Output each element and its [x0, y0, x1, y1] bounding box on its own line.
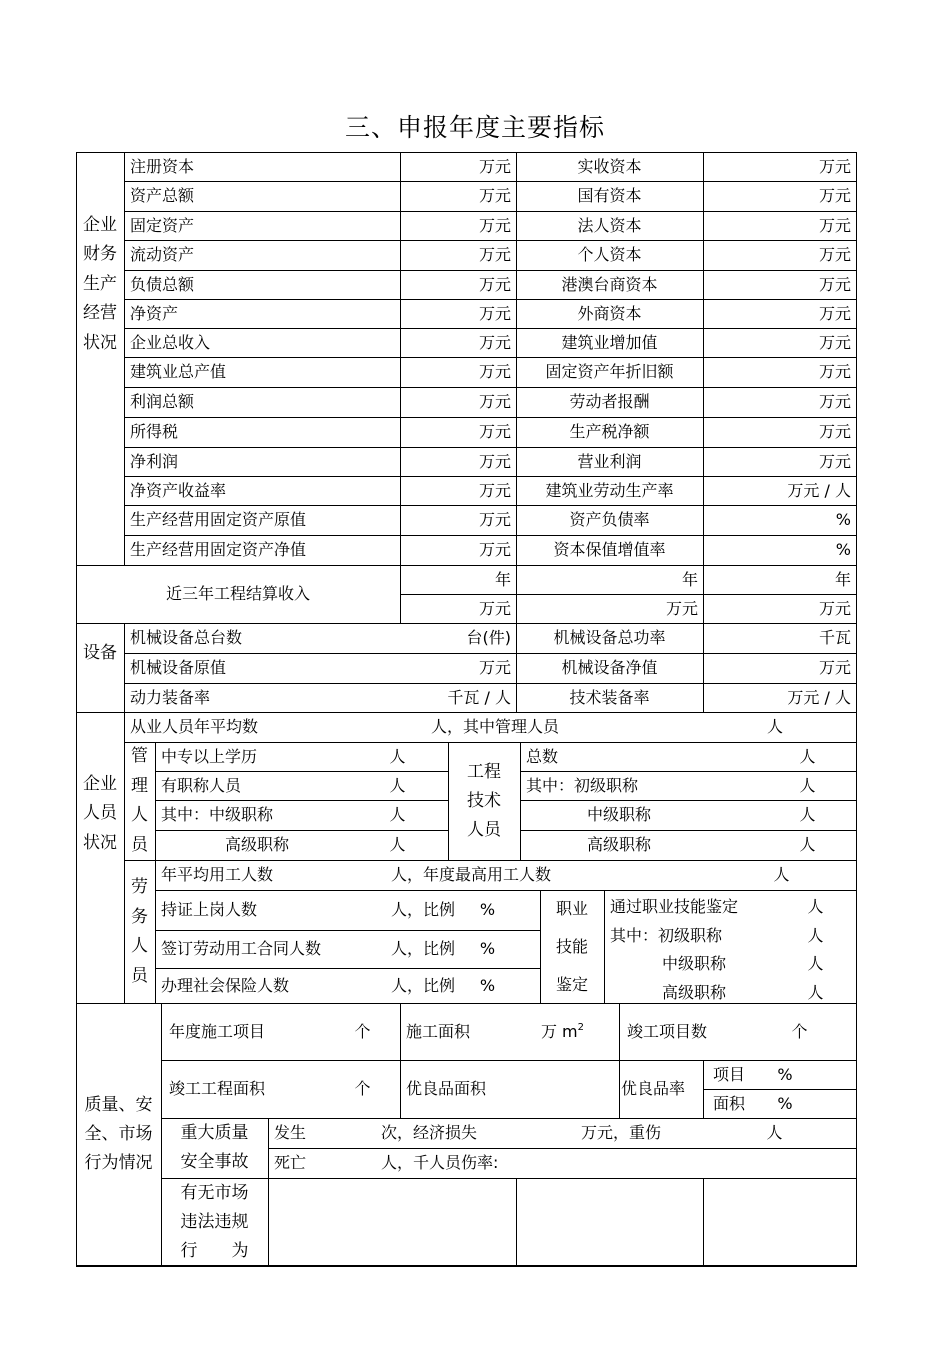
finance-label: 建筑业劳动生产率 — [545, 481, 674, 500]
finance-unit: 万元 — [818, 333, 851, 352]
finance-label: 建筑业总产值 — [130, 362, 227, 381]
labor-row-label: 签订劳动用工合同人数 — [161, 939, 322, 958]
finance-unit: 万元 — [818, 422, 851, 441]
finance-unit: 万元 — [478, 275, 511, 294]
superscript-2: 2 — [577, 1022, 585, 1033]
page-title: 三、申报年度主要指标 — [344, 113, 605, 142]
finance-label: 净资产收益率 — [130, 481, 227, 500]
finance-label: 所得税 — [130, 422, 179, 441]
finance-unit: 万元 — [818, 157, 851, 176]
equipment-label: 技术装备率 — [569, 688, 650, 707]
eng-row-label: 总数 — [526, 747, 559, 766]
mgmt-row-label: 高级职称 — [225, 835, 290, 854]
finance-label: 建筑业增加值 — [561, 333, 658, 352]
finance-label: 营业利润 — [577, 452, 642, 471]
equipment-unit: 万元 — [818, 658, 851, 677]
completed-count-label: 竣工项目数 — [627, 1022, 708, 1041]
settlement-label: 近三年工程结算收入 — [165, 584, 310, 603]
finance-label: 流动资产 — [130, 245, 195, 264]
unit-person: 人 — [389, 747, 406, 766]
finance-unit: 万元 — [478, 540, 511, 559]
wanyuan-injury-label: 万元，重伤 — [581, 1123, 662, 1142]
unit-person: 人 — [389, 805, 406, 824]
finance-unit: 万元 / 人 — [787, 481, 851, 500]
settlement-year: 年 — [681, 570, 698, 589]
finance-label: 资本保值增值率 — [553, 540, 666, 559]
finance-label: 生产经营用固定资产净值 — [130, 540, 307, 559]
finance-label: 企业总收入 — [130, 333, 211, 352]
labor-row-label: 办理社会保险人数 — [161, 976, 290, 995]
finance-unit: 万元 — [478, 157, 511, 176]
finance-label: 净资产 — [130, 304, 179, 323]
finance-unit: 万元 — [818, 245, 851, 264]
finance-unit: 万元 — [818, 216, 851, 235]
area-label: 面积 — [713, 1094, 746, 1113]
unit-ge: 个 — [354, 1022, 371, 1041]
violation-label: 有无市场违法违规行 为 — [180, 1182, 249, 1261]
unit-person: 人 — [799, 805, 816, 824]
equipment-unit: 万元 / 人 — [787, 688, 851, 707]
excellent-area-label: 优良品面积 — [406, 1079, 487, 1098]
construction-area-label: 施工面积 — [406, 1022, 471, 1041]
finance-label: 固定资产 — [130, 216, 195, 235]
finance-unit: 万元 — [478, 392, 511, 411]
grid-line-v — [703, 1178, 704, 1267]
finance-label: 资产总额 — [130, 186, 195, 205]
unit-ge: 个 — [791, 1022, 808, 1041]
unit-wan-m2: 万 $m^2$ — [540, 1022, 585, 1041]
unit-person: 人 — [799, 776, 816, 795]
finance-unit: 万元 — [478, 245, 511, 264]
completed-area-label: 竣工工程面积 — [169, 1079, 266, 1098]
death-rate-label: 人，千人员伤率: — [381, 1153, 499, 1172]
equipment-unit: 万元 — [478, 658, 511, 677]
labor-avg-label: 年平均用工人数 — [161, 865, 274, 884]
death-label: 死亡 — [274, 1153, 307, 1172]
finance-label: 外商资本 — [577, 304, 642, 323]
annual-projects-label: 年度施工项目 — [169, 1022, 266, 1041]
finance-label: 净利润 — [130, 452, 179, 471]
occur-label: 发生 — [274, 1123, 307, 1142]
equipment-unit: 千瓦 / 人 — [447, 688, 511, 707]
unit-person: 人 — [807, 954, 824, 973]
finance-label: 劳动者报酬 — [569, 392, 650, 411]
eng-label: 工程技术人员 — [467, 761, 501, 840]
equipment-label: 机械设备总台数 — [130, 628, 243, 647]
finance-label: 生产经营用固定资产原值 — [130, 510, 307, 529]
finance-unit: 万元 — [478, 481, 511, 500]
labor-percent: % — [479, 976, 496, 995]
finance-label: 注册资本 — [130, 157, 195, 176]
labor-label: 劳务人员 — [131, 877, 148, 986]
times-label: 次，经济损失 — [381, 1123, 478, 1142]
labor-row-label: 持证上岗人数 — [161, 900, 258, 919]
unit-person: 人 — [389, 835, 406, 854]
equipment-label: 机械设备总功率 — [553, 628, 666, 647]
staff-section-label: 企业人员状况 — [83, 773, 117, 853]
settlement-year: 年 — [494, 570, 511, 589]
unit-person: 人 — [807, 982, 824, 1002]
skill-row-label: 中级职称 — [662, 954, 727, 973]
unit-person: 人 — [773, 865, 790, 884]
unit-person: 人 — [799, 747, 816, 766]
settlement-unit: 万元 — [818, 599, 851, 618]
finance-unit: 万元 — [818, 304, 851, 323]
skill-row-label: 高级职称 — [662, 982, 727, 1002]
finance-label: 生产税净额 — [569, 422, 650, 441]
staff-avg-label: 从业人员年平均数 — [130, 717, 259, 736]
finance-unit: % — [835, 540, 851, 559]
settlement-year: 年 — [834, 570, 851, 589]
skill-label: 职业 — [555, 899, 588, 918]
finance-label: 负债总额 — [130, 275, 195, 294]
unit-person: 人 — [766, 1123, 783, 1142]
equipment-label: 机械设备净值 — [561, 658, 658, 677]
finance-unit: 万元 — [478, 304, 511, 323]
mgmt-label: 管理人员 — [131, 746, 148, 855]
finance-unit: 万元 — [478, 333, 511, 352]
skill-label: 技能 — [555, 937, 588, 956]
mgmt-row-label: 中专以上学历 — [161, 747, 258, 766]
finance-label: 资产负债率 — [569, 510, 650, 529]
staff-mgr-inline: 人，其中管理人员 — [431, 717, 560, 736]
finance-section-label: 企业财务生产经营状况 — [83, 214, 117, 353]
eng-row-label: 中级职称 — [587, 805, 652, 824]
grid-line-v — [516, 1178, 517, 1267]
mgmt-row-label: 有职称人员 — [161, 776, 242, 795]
finance-unit: 万元 — [818, 392, 851, 411]
unit-person: 人 — [389, 776, 406, 795]
eng-row-label: 其中：初级职称 — [526, 776, 639, 795]
equipment-unit: 台(件) — [466, 628, 511, 647]
grid-line-h — [161, 1178, 857, 1179]
equipment-label: 机械设备原值 — [130, 658, 227, 677]
skill-row-label: 其中：初级职称 — [610, 925, 723, 945]
equipment-section-label: 设备 — [83, 642, 117, 663]
finance-label: 实收资本 — [577, 157, 642, 176]
labor-ratio: 人，比例 — [391, 976, 456, 995]
finance-unit: 万元 — [818, 275, 851, 294]
finance-unit: 万元 — [818, 186, 851, 205]
percent: % — [777, 1094, 793, 1113]
finance-label: 固定资产年折旧额 — [545, 362, 674, 381]
unit-person: 人 — [766, 717, 783, 736]
finance-unit: 万元 — [478, 452, 511, 471]
labor-ratio: 人，比例 — [391, 900, 456, 919]
finance-unit: % — [835, 510, 851, 529]
equipment-label: 动力装备率 — [130, 688, 211, 707]
unit-person: 人 — [807, 897, 824, 916]
grid-line-h — [76, 1266, 857, 1267]
settlement-unit: 万元 — [665, 599, 698, 618]
labor-percent: % — [479, 900, 496, 919]
grid-line-v — [448, 742, 449, 861]
finance-unit: 万元 — [478, 216, 511, 235]
finance-unit: 万元 — [478, 510, 511, 529]
finance-unit: 万元 — [478, 362, 511, 381]
finance-label: 国有资本 — [577, 186, 642, 205]
labor-max-label: 人，年度最高用工人数 — [391, 865, 552, 884]
unit-person: 人 — [799, 835, 816, 854]
item-label: 项目 — [713, 1065, 746, 1084]
finance-label: 利润总额 — [130, 392, 195, 411]
unit-person: 人 — [807, 925, 824, 945]
mgmt-row-label: 其中：中级职称 — [161, 805, 274, 824]
finance-unit: 万元 — [478, 422, 511, 441]
eng-row-label: 高级职称 — [587, 835, 652, 854]
finance-unit: 万元 — [818, 362, 851, 381]
finance-label: 港澳台商资本 — [561, 275, 658, 294]
labor-ratio: 人，比例 — [391, 939, 456, 958]
finance-label: 个人资本 — [577, 245, 642, 264]
accident-label: 重大质量安全事故 — [180, 1123, 249, 1172]
unit-ge: 个 — [354, 1079, 371, 1098]
finance-unit: 万元 — [818, 452, 851, 471]
quality-section-label: 质量、安全、市场行为情况 — [84, 1094, 153, 1173]
labor-percent: % — [479, 939, 496, 958]
settlement-unit: 万元 — [478, 599, 511, 618]
finance-unit: 万元 — [478, 186, 511, 205]
equipment-unit: 千瓦 — [818, 628, 851, 647]
excellent-rate-label: 优良品率 — [621, 1079, 686, 1098]
percent: % — [777, 1065, 793, 1084]
skill-row-label: 通过职业技能鉴定 — [610, 897, 739, 916]
skill-label: 鉴定 — [555, 975, 588, 994]
finance-label: 法人资本 — [577, 216, 642, 235]
